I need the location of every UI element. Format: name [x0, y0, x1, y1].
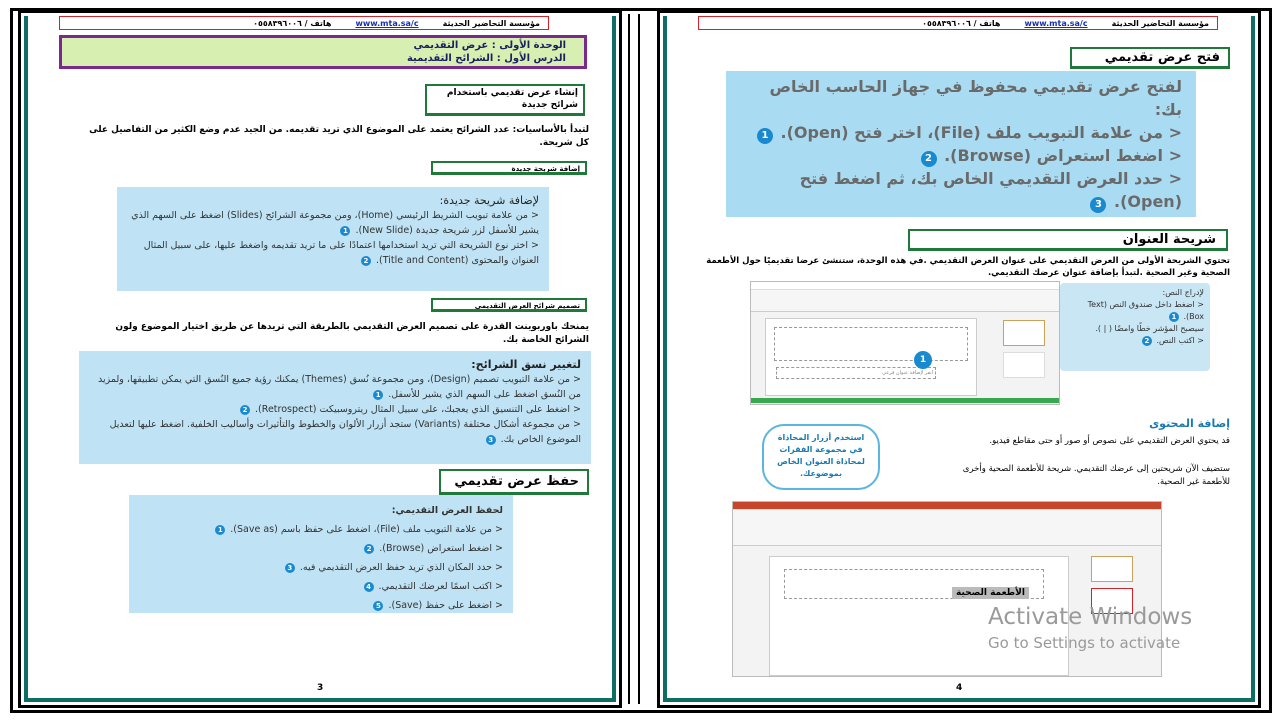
page-header	[698, 16, 1218, 30]
open-step-2-text: < اضغط استعراض (Browse).	[944, 146, 1182, 165]
open-step-1-text: < من علامة التبويب ملف (File)، اختر فتح (Open).	[780, 123, 1182, 142]
insert-text-callout	[1060, 283, 1210, 371]
add-slide-heading: لإضافة شريحة جديدة:	[439, 194, 539, 207]
lesson-title: الدرس الأول : الشرائح التقديمية	[406, 53, 566, 64]
themes-step-2	[89, 402, 581, 417]
themes-heading: لتغيير نسق الشرائح:	[471, 358, 581, 371]
insert-step-2	[1066, 335, 1204, 347]
step-number-icon: 1	[340, 226, 350, 236]
slide-thumbnail	[1003, 352, 1045, 378]
intro-paragraph: لتبدأ بالأساسيات: عدد الشرائح يعتمد على الموضوع الذي تريد تقديمه. من الجيد عدم وضع الكثير من التفاصيل على كل شريحة.	[89, 125, 589, 148]
open-step-1	[740, 121, 1182, 144]
content-section-title: إضافة المحتوى	[1149, 417, 1230, 430]
ribbon	[751, 282, 1059, 312]
header-site-link[interactable]: www.mta.sa/c	[355, 18, 419, 28]
step-number-icon: 3	[486, 435, 496, 445]
title-placeholder	[774, 327, 968, 361]
step-number-icon: 2	[240, 405, 250, 415]
section-title-create: إنشاء عرض تقديمي باستخدام شرائح جديدة	[425, 84, 585, 116]
ribbon	[733, 502, 1161, 546]
step-number-icon: 1	[914, 351, 932, 369]
slide-canvas	[765, 318, 977, 396]
add-slide-step-1	[127, 208, 539, 238]
open-step-3-text: < حدد العرض التقديمي الخاص بك، ثم اضغط فتح (Open).	[799, 169, 1182, 211]
watermark-line-2: Go to Settings to activate	[988, 634, 1181, 652]
themes-box	[79, 351, 591, 464]
step-number-icon: 2	[1142, 336, 1152, 346]
step-number-icon: 2	[361, 256, 371, 266]
section-title-design: تصميم شرائح العرض التقديمي	[431, 298, 587, 312]
step-number-icon: 5	[373, 601, 383, 611]
open-step-2	[740, 144, 1182, 167]
themes-step-3-text: < من مجموعة أشكال مختلفة (Variants) ستجد أزرار الألوان والخطوط والتأثيرات وأساليب الخلفية. اضغط عليها لتعديل الموضوع الخاص بك.	[109, 419, 581, 445]
save-step-4	[139, 577, 503, 596]
save-step-1	[139, 520, 503, 539]
step-number-icon: 2	[921, 151, 937, 167]
insert-step-1b: سيصبح المؤشر خطًا وامضًا ( | ).	[1095, 324, 1204, 333]
save-step-5-text: < اضغط على حفظ (Save).	[388, 600, 503, 611]
subtitle-placeholder: انقر لإضافة عنوان فرعي	[776, 367, 936, 379]
watermark-line-1: Activate Windows	[988, 604, 1193, 630]
insert-step-2-text: < اكتب النص.	[1156, 336, 1204, 345]
powerpoint-screenshot-title	[750, 281, 1060, 405]
page-header	[59, 16, 549, 30]
save-heading: لحفظ العرض التقديمي:	[391, 505, 503, 516]
insert-heading: لإدراج النص:	[1162, 288, 1204, 297]
open-step-3	[740, 167, 1182, 213]
header-phone: هاتف / ٠٥٥٨٣٩٦٠٠٦	[253, 18, 332, 28]
save-step-4-text: < اكتب اسمًا لعرضك التقديمي.	[378, 581, 503, 592]
save-step-1-text: < من علامة التبويب ملف (File)، اضغط على حفظ باسم (Save as).	[230, 524, 503, 535]
step-number-icon: 1	[1169, 312, 1179, 322]
design-paragraph: يمنحك باوربوينت القدرة على تصميم العرض التقديمي بالطريقة التي تريدها عن طريق اختيار الموضوع ولون الشرائح الخاصة بك.	[115, 322, 589, 345]
unit-lesson-box	[59, 35, 587, 69]
themes-step-3	[89, 417, 581, 447]
save-step-2-text: < اضغط استعراض (Browse).	[379, 543, 503, 554]
slide-thumbnail	[1091, 556, 1133, 582]
step-number-icon: 3	[285, 563, 295, 573]
step-number-icon: 4	[364, 582, 374, 592]
section-title-title-slide: شريحة العنوان	[908, 229, 1228, 251]
section-title-save: حفظ عرض تقديمي	[439, 469, 589, 495]
status-bar	[751, 398, 1059, 403]
step-number-icon: 1	[757, 128, 773, 144]
save-box	[129, 495, 513, 613]
themes-step-1-text: < من علامة التبويب تصميم (Design)، ومن مجموعة نُسق (Themes) يمكنك رؤية جميع النُسق التي يمكن تطبيقها، ولمزيد من النُسق اضغط على السهم الذي يشير للأسفل.	[98, 374, 581, 400]
save-step-5	[139, 596, 503, 615]
step-number-icon: 1	[215, 525, 225, 535]
title-slide-paragraph: تحتوي الشريحة الأولى من العرض التقديمي على عنوان العرض التقديمي .في هذه الوحدة، ستنشئ عرضا تقديميًا حول الأطعمة الصحية وغير الصحية .لتبدأ بإضافة عنوان عرضك التقديمي.	[706, 256, 1230, 278]
header-org: مؤسسة التحاضير الحديثة	[1111, 18, 1209, 28]
step-number-icon: 2	[364, 544, 374, 554]
header-site-link[interactable]: www.mta.sa/c	[1024, 18, 1088, 28]
slide-thumbnail	[1003, 320, 1045, 346]
section-title-open: فتح عرض تقديمي	[1070, 47, 1230, 69]
page-number: 3	[317, 683, 324, 693]
content-paragraph-1: قد يحتوي العرض التقديمي على نصوص أو صور أو حتى مقاطع فيديو.	[989, 436, 1230, 446]
themes-step-2-text: < اضغط على التنسيق الذي يعجبك، على سبيل المثال ريتروسبيكت (Retrospect).	[255, 404, 581, 415]
insert-step-1	[1066, 299, 1204, 323]
step-number-icon: 3	[1090, 197, 1106, 213]
open-box	[726, 71, 1196, 217]
add-slide-box	[117, 187, 549, 291]
open-heading: لفتح عرض تقديمي محفوظ في جهاز الحاسب الخاص بك:	[769, 77, 1182, 119]
save-step-2	[139, 539, 503, 558]
insert-step-1-text: < اضغط داخل صندوق النص (Text Box).	[1087, 300, 1204, 321]
slide-title-text: الأطعمة الصحية	[952, 587, 1029, 599]
page-gutter	[628, 14, 640, 704]
add-slide-step-1-text: < من علامة تبويب الشريط الرئيسي (Home)، ومن مجموعة الشرائح (Slides) اضغط على السهم الذي يشير للأسفل لزر شريحة جديدة (New Slide).	[131, 210, 539, 236]
themes-step-1	[89, 372, 581, 402]
header-org: مؤسسة التحاضير الحديثة	[442, 18, 540, 28]
unit-title: الوحدة الأولى : عرض التقديمي	[413, 40, 566, 51]
step-number-icon: 1	[373, 390, 383, 400]
content-paragraph-2: ستضيف الآن شريحتين إلى عرضك التقديمي. شريحة للأطعمة الصحية وأخرى للأطعمة غير الصحية.	[962, 464, 1230, 487]
page-number: 4	[956, 683, 963, 693]
save-step-3	[139, 558, 503, 577]
add-slide-step-2-text: < اختر نوع الشريحة التي تريد استخدامها اعتمادًا على ما تريد تقديمه واضغط عليها، على سبيل المثال العنوان والمحتوى (Title and Content).	[143, 240, 539, 266]
alignment-tip-bubble: استخدم أزرار المحاذاة في مجموعة الفقرات لمحاذاة العنوان الخاص بموضوعك.	[762, 424, 880, 490]
page-left	[18, 10, 622, 708]
save-step-3-text: < حدد المكان الذي تريد حفظ العرض التقديمي فيه.	[299, 562, 503, 573]
add-slide-step-2	[127, 238, 539, 268]
section-title-add-slide: إضافة شريحة جديدة	[431, 161, 587, 175]
header-phone: هاتف / ٠٥٥٨٣٩٦٠٠٦	[922, 18, 1001, 28]
activate-windows-watermark	[988, 604, 1192, 652]
